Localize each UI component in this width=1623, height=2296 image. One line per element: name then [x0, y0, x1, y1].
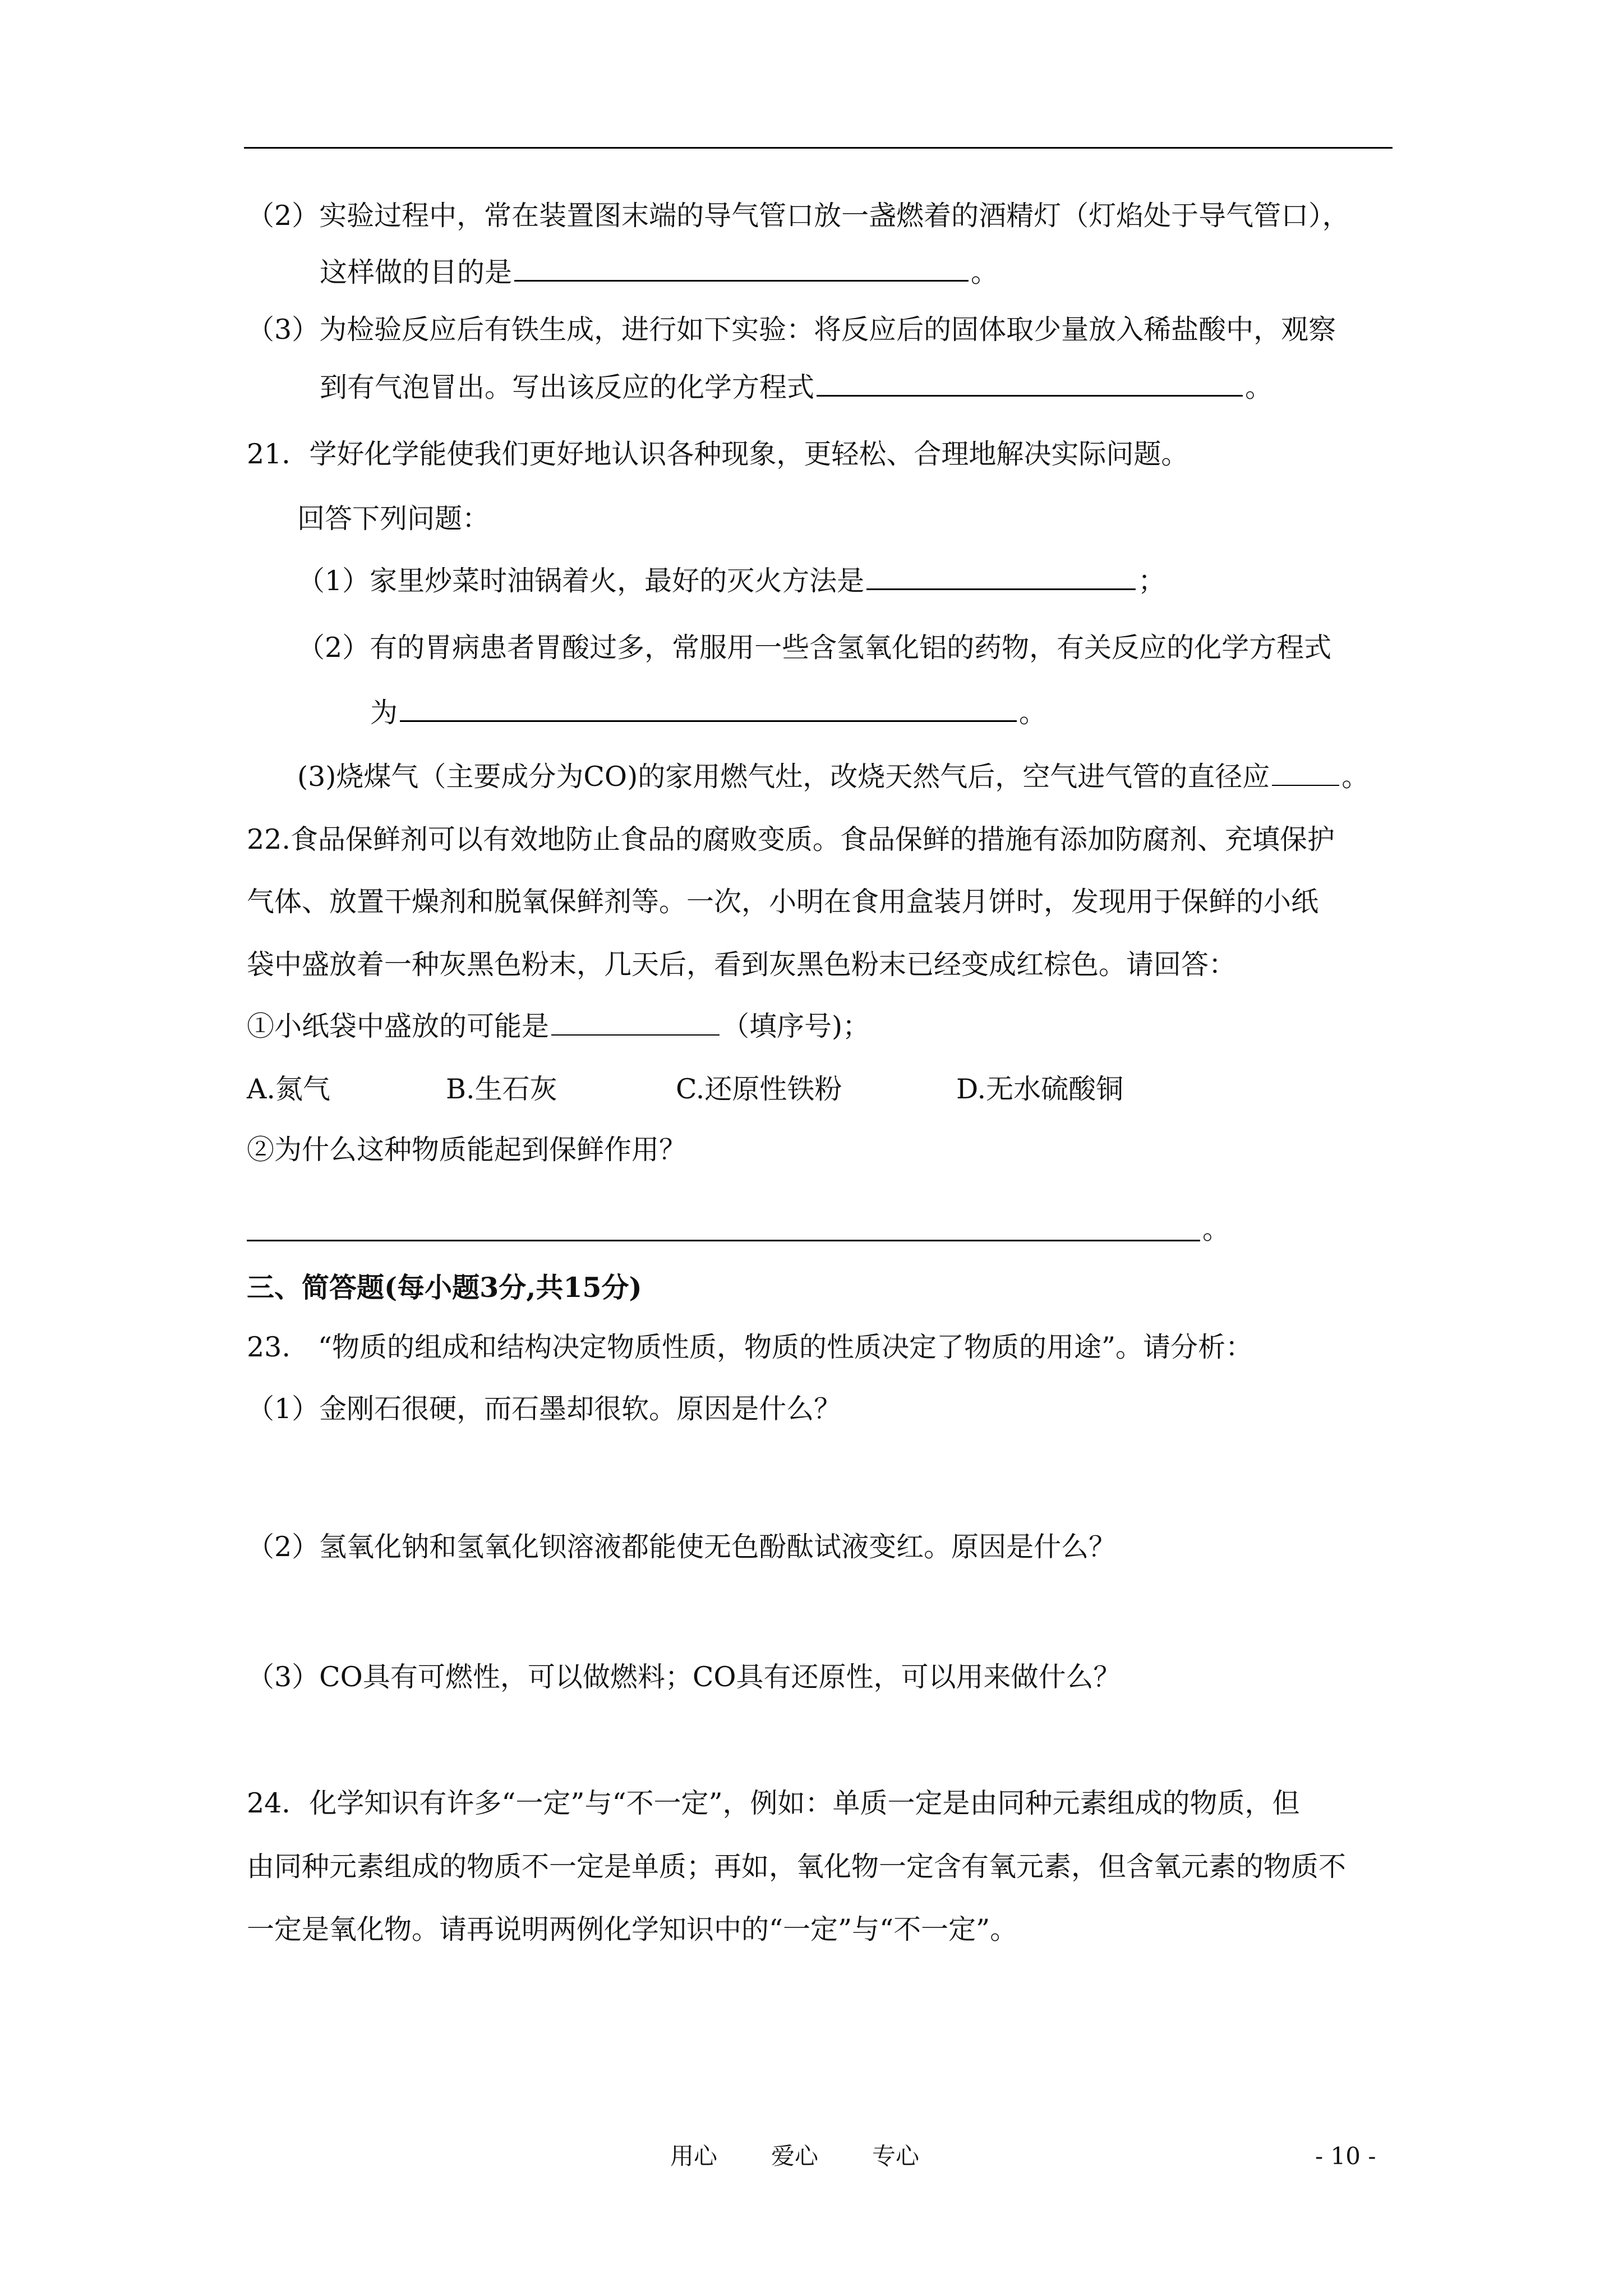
answer-blank[interactable] — [817, 370, 1243, 397]
q24-line1: 24．化学知识有许多“一定”与“不一定”，例如：单质一定是由同种元素组成的物质，但 — [247, 1787, 1300, 1819]
option-a: A.氮气 — [247, 1073, 330, 1105]
answer-blank[interactable] — [866, 564, 1136, 590]
q24-line3: 一定是氧化物。请再说明两例化学知识中的“一定”与“不一定”。 — [247, 1913, 1018, 1945]
q23-part3: （3）CO具有可燃性，可以做燃料；CO具有还原性，可以用来做什么？ — [247, 1661, 1121, 1693]
q20-part3-end: 。 — [1245, 371, 1273, 403]
q21-part2-line2 — [370, 696, 1046, 730]
q21-prompt: 回答下列问题： — [297, 503, 490, 535]
option-c: C.还原性铁粉 — [676, 1073, 842, 1105]
q22-sub1-end: （填序号)； — [722, 1010, 870, 1042]
answer-blank[interactable] — [400, 696, 1017, 722]
q21-part2-end: 。 — [1019, 697, 1047, 729]
q23-part1: （1）金刚石很硬，而石墨却很软。原因是什么？ — [247, 1393, 842, 1425]
option-d: D.无水硫酸铜 — [956, 1073, 1124, 1105]
q20-part2-text: 这样做的目的是 — [320, 256, 513, 288]
q22-line2: 气体、放置干燥剂和脱氧保鲜剂等。一次，小明在食用盒装月饼时，发现用于保鲜的小纸 — [247, 886, 1319, 918]
q22-sub2: ②为什么这种物质能起到保鲜作用？ — [247, 1134, 687, 1166]
q22-line3: 袋中盛放着一种灰黑色粉末，几天后，看到灰黑色粉末已经变成红棕色。请回答： — [247, 949, 1237, 981]
q20-part3-text: 到有气泡冒出。写出该反应的化学方程式 — [320, 371, 815, 403]
q23-part2: （2）氢氧化钠和氢氧化钡溶液都能使无色酚酞试液变红。原因是什么？ — [247, 1531, 1117, 1563]
footer-motto-1: 用心 — [670, 2142, 718, 2170]
q23-stem: 23. “物质的组成和结构决定物质性质，物质的性质决定了物质的用途”。请分析： — [247, 1331, 1253, 1363]
q21-part3-end: 。 — [1341, 761, 1370, 793]
q21-part1-text: （1）家里炒菜时油锅着火，最好的灭火方法是 — [297, 565, 865, 597]
q22-sub2-end: 。 — [1202, 1213, 1230, 1245]
q20-part2-line1: （2）实验过程中，常在装置图末端的导气管口放一盏燃着的酒精灯（灯焰处于导气管口）， — [247, 200, 1350, 232]
answer-line[interactable] — [247, 1240, 1200, 1241]
q21-part2-line1: （2）有的胃病患者胃酸过多，常服用一些含氢氧化铝的药物，有关反应的化学方程式 — [297, 632, 1332, 664]
answer-blank[interactable] — [514, 255, 969, 282]
q22-line1: 22.食品保鲜剂可以有效地防止食品的腐败变质。食品保鲜的措施有添加防腐剂、充填保护 — [247, 823, 1335, 855]
q24-line2: 由同种元素组成的物质不一定是单质；再如，氧化物一定含有氧元素，但含氧元素的物质不 — [247, 1851, 1347, 1883]
q20-part2-line2 — [320, 255, 998, 289]
answer-blank[interactable] — [551, 1010, 720, 1036]
q22-sub1 — [247, 1010, 870, 1043]
q21-part1 — [297, 564, 1165, 598]
q20-part2-end: 。 — [971, 256, 999, 288]
section-title: 三、简答题(每小题3分,共15分) — [247, 1271, 642, 1304]
q21-part3 — [297, 760, 1369, 794]
q21-part3-text: (3)烧煤气（主要成分为CO)的家用燃气灶，改烧天然气后，空气进气管的直径应 — [297, 761, 1270, 793]
q22-sub1-text: ①小纸袋中盛放的可能是 — [247, 1010, 550, 1042]
q21-part1-end: ； — [1138, 565, 1166, 597]
q20-part3-line1: （3）为检验反应后有铁生成，进行如下实验：将反应后的固体取少量放入稀盐酸中，观察 — [247, 314, 1336, 346]
answer-blank[interactable] — [1272, 760, 1339, 786]
header-rule — [244, 147, 1393, 149]
q20-part3-line2 — [320, 370, 1272, 404]
q21-stem: 21．学好化学能使我们更好地认识各种现象，更轻松、合理地解决实际问题。 — [247, 438, 1189, 470]
page-number: - 10 - — [1315, 2142, 1376, 2170]
q21-part2-text: 为 — [370, 697, 398, 729]
footer-motto-3: 专心 — [872, 2142, 920, 2170]
option-b: B.生石灰 — [446, 1073, 557, 1105]
footer-motto-2: 爱心 — [771, 2142, 819, 2170]
